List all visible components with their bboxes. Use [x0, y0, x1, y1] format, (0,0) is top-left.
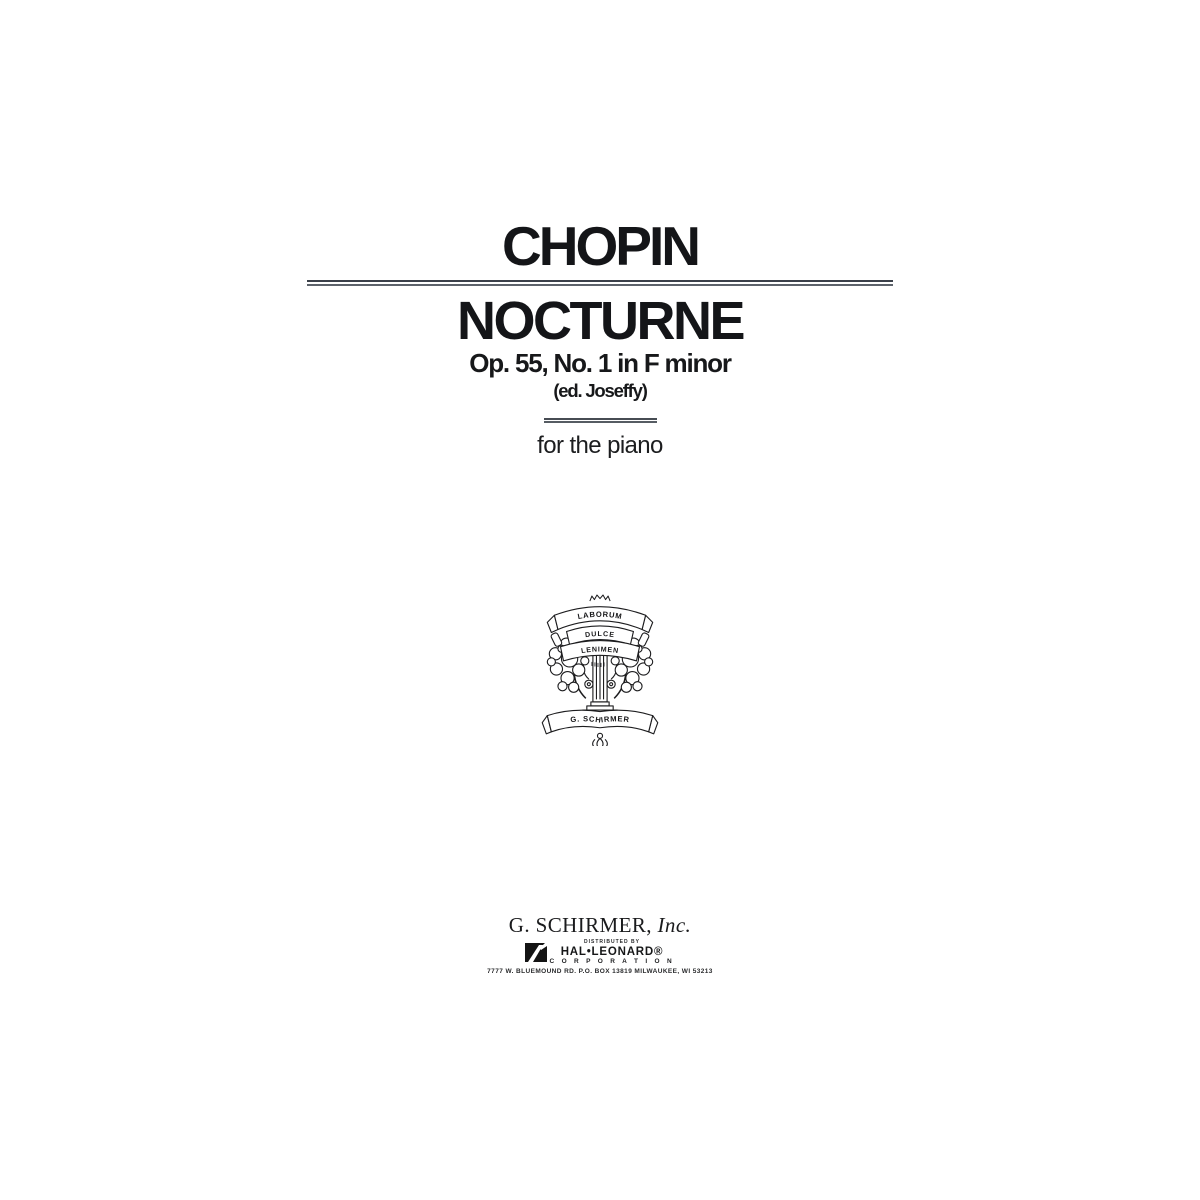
hal-leonard-logo-icon [525, 943, 547, 962]
composer-name: CHOPIN [502, 215, 698, 277]
svg-text:G. SCHIRMER [570, 714, 630, 725]
publisher-imprint-inc: Inc. [651, 913, 692, 937]
emblem-motto-dulce: DULCE [584, 630, 616, 640]
publisher-imprint [0, 915, 1200, 936]
double-rule-short [544, 418, 657, 423]
svg-text:DULCE [585, 630, 616, 639]
work-title: NOCTURNE [457, 291, 743, 351]
emblem-publisher-name: G. SCHIRMER [569, 714, 631, 725]
distributor-name: HAL•LEONARD® [560, 945, 664, 958]
distributed-by-label: DISTRIBUTED BY [584, 939, 640, 945]
crown-ornament-icon [590, 595, 610, 601]
emblem-motto-lenimen: LENIMEN [580, 645, 620, 656]
emblem-motto-laborum: LABORUM [576, 609, 624, 622]
schirmer-emblem [539, 594, 661, 746]
double-rule-wide [307, 280, 893, 286]
distributor-address: 7777 W. BLUEMOUND RD. P.O. BOX 13819 MILWAUKEE, WI 53213 [487, 967, 713, 975]
schirmer-lyre-wreath-icon [539, 594, 661, 746]
opus-subtitle: Op. 55, No. 1 in F minor [469, 348, 731, 378]
distributor-subtitle: C O R P O R A T I O N [549, 958, 675, 966]
publisher-imprint-caps: G. SCHIRMER, [508, 913, 652, 937]
distributor-block [0, 939, 1200, 976]
editor-credit: (ed. Joseffy) [553, 380, 647, 401]
tassel-icon [593, 733, 608, 746]
instrument-line: for the piano [537, 432, 663, 459]
